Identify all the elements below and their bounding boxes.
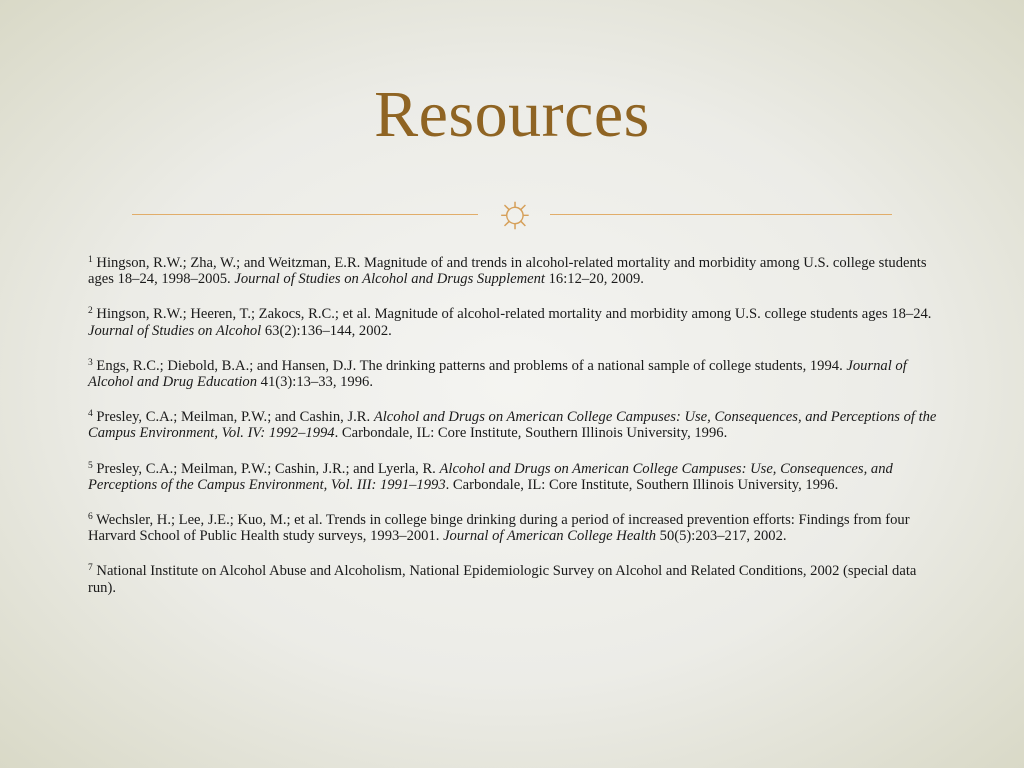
divider-line-right <box>550 214 892 215</box>
reference-source: Journal of Alcohol and Drug Education <box>88 357 907 391</box>
reference-details: . Carbondale, IL: Core Institute, Southern Illinois University, 1996. <box>334 425 728 442</box>
reference-item <box>88 563 940 595</box>
reference-item <box>88 255 940 287</box>
reference-item <box>88 306 940 338</box>
title-divider <box>132 185 892 236</box>
reference-item <box>88 409 940 441</box>
reference-details: 16:12–20, 2009. <box>544 271 644 288</box>
reference-item <box>88 512 940 544</box>
reference-source: Alcohol and Drugs on American College Campuses: Use, Consequences, and Perceptions of the Campus Environment, Vol. III: 1991–1993 <box>88 460 893 493</box>
reference-source: Journal of Studies on Alcohol and Drugs Supplement <box>234 271 545 288</box>
reference-text: National Institute on Alcohol Abuse and Alcoholism, National Epidemiologic Survey on Alcohol and Related Conditions, 2002 (special data run). <box>88 563 917 596</box>
reference-number: 5 <box>88 460 93 471</box>
reference-source: Alcohol and Drugs on American College Campuses: Use, Consequences, and Perceptions of the Campus Environment, Vol. IV: 1992–1994 <box>88 409 937 442</box>
reference-number: 1 <box>88 255 93 265</box>
divider-line-left <box>132 214 478 215</box>
reference-item <box>88 461 940 493</box>
reference-text: Presley, C.A.; Meilman, P.W.; Cashin, J.R.; and Lyerla, R. <box>92 460 440 477</box>
reference-text: Presley, C.A.; Meilman, P.W.; and Cashin, J.R. <box>92 409 374 426</box>
reference-details: . Carbondale, IL: Core Institute, Southern Illinois University, 1996. <box>445 476 839 493</box>
slide-title: Resources <box>374 78 650 151</box>
reference-source: Journal of American College Health <box>443 528 657 545</box>
reference-number: 2 <box>88 306 93 317</box>
reference-number: 7 <box>88 563 93 574</box>
reference-details: 63(2):136–144, 2002. <box>261 322 392 339</box>
reference-number: 3 <box>88 357 93 368</box>
reference-number: 4 <box>88 409 93 420</box>
reference-text: Wechsler, H.; Lee, J.E.; Kuo, M.; et al. Trends in college binge drinking during a period of increased prevention efforts: Findings from four Harvard School of Public Health study surveys, 1993–2001. <box>88 512 910 545</box>
reference-text: Hingson, R.W.; Heeren, T.; Zakocs, R.C.; et al. Magnitude of alcohol-related mortality and morbidity among U.S. college students ages 18–24. <box>92 306 932 323</box>
reference-item <box>88 358 940 390</box>
reference-source: Journal of Studies on Alcohol <box>88 322 262 339</box>
reference-details: 41(3):13–33, 1996. <box>257 374 373 391</box>
reference-details: 50(5):203–217, 2002. <box>656 528 787 545</box>
reference-number: 6 <box>88 512 93 523</box>
ornament-flourish-icon: ☼ <box>493 185 537 236</box>
reference-text: Engs, R.C.; Diebold, B.A.; and Hansen, D.J. The drinking patterns and problems of a national sample of college students, 1994. <box>92 357 847 374</box>
reference-text: Hingson, R.W.; Zha, W.; and Weitzman, E.R. Magnitude of and trends in alcohol-related mortality and morbidity among U.S. college students ages 18–24, 1998–2005. <box>88 255 927 288</box>
reference-list <box>88 255 940 615</box>
